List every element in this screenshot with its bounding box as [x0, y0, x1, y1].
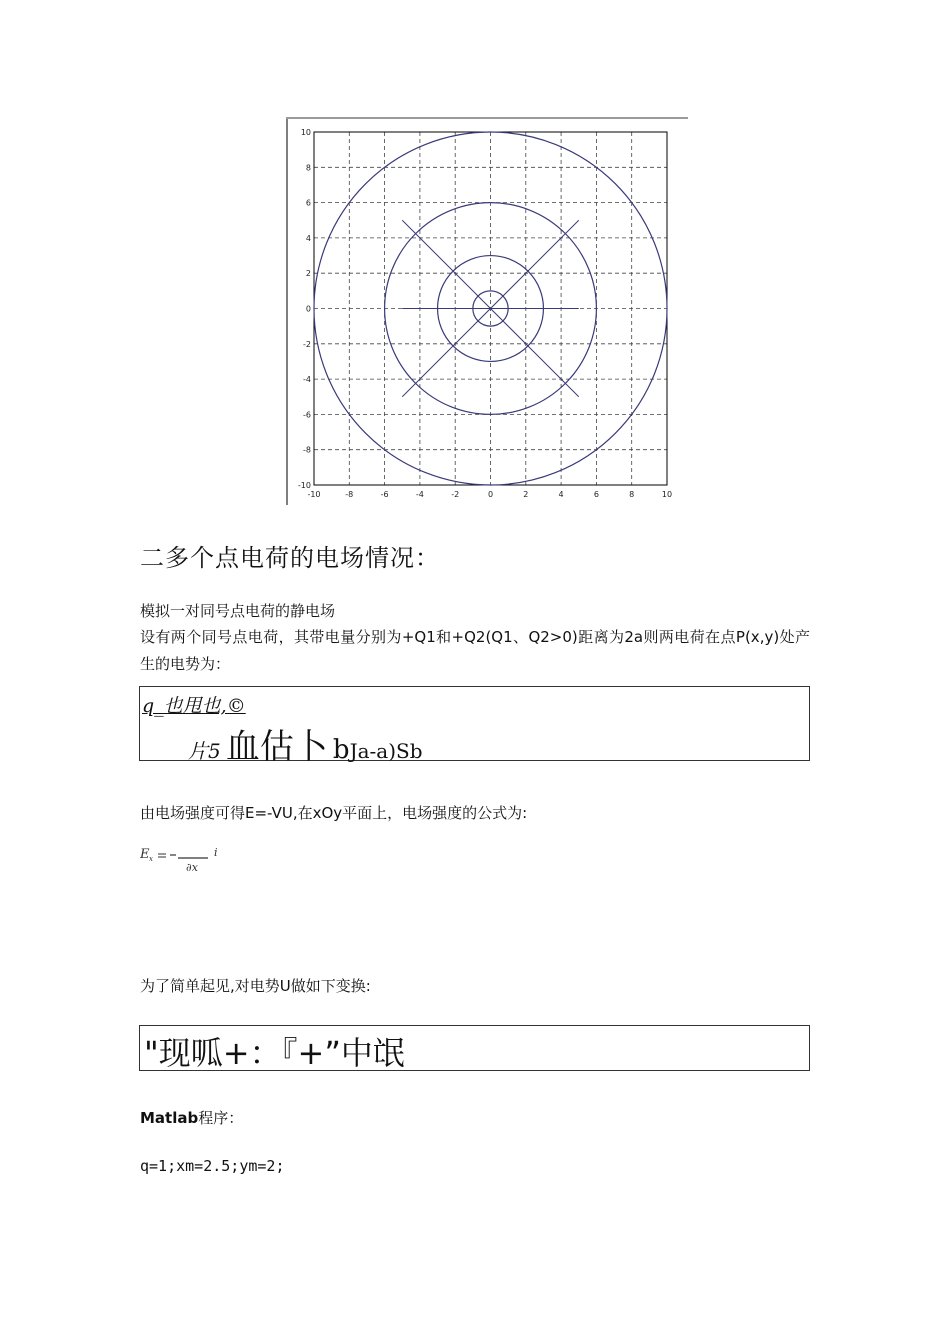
formula-fragment-c: b [332, 735, 350, 765]
formula-line-1: q_也甩也,© [142, 695, 246, 717]
x-tick-label: 8 [629, 490, 635, 499]
field-plot-figure [286, 117, 688, 505]
x-tick-label: 0 [487, 490, 494, 499]
y-tick-label: -4 [303, 375, 311, 385]
matlab-program-label [140, 1107, 243, 1128]
matlab-word: Matlab [140, 1109, 199, 1127]
field-formula-image [140, 842, 220, 874]
paragraph-field-strength: 由电场强度可得E=-VU,在xOy平面上，电场强度的公式为: [140, 804, 528, 822]
y-tick-label: 0 [305, 304, 311, 314]
x-tick-label: -10 [307, 490, 321, 499]
y-tick-label: -10 [297, 481, 311, 490]
formula-unit-i: i [214, 846, 218, 859]
x-tick-label: 10 [661, 490, 673, 499]
transform-formula-box [139, 1025, 810, 1071]
paragraph-potential-setup: 设有两个同号点电荷，其带电量分别为+Q1和+Q2(Q1、Q2>0)距离为2a则两电荷在点P(x,y)处产生的电势为： [140, 628, 810, 673]
y-tick-label: 4 [305, 233, 311, 243]
y-tick-label: 8 [305, 163, 311, 173]
potential-formula-box [139, 686, 810, 767]
figure-frame-top [286, 117, 688, 119]
formula-partial-x: ∂x [186, 861, 198, 874]
y-tick-label: -8 [303, 445, 311, 455]
formula-fragment-d: Ja-a)Sb [349, 739, 423, 763]
formula-subscript-x: x [149, 855, 153, 863]
formula-fragment-a: 片5 [188, 739, 221, 763]
formula-line-2 [188, 719, 423, 768]
formula-fragment-b: 血估卜 [225, 727, 328, 767]
y-tick-label: 2 [305, 269, 311, 279]
x-tick-label: 2 [523, 490, 529, 499]
x-tick-label: 4 [558, 490, 564, 499]
x-tick-label: -6 [380, 490, 389, 499]
y-tick-label: 6 [305, 198, 311, 208]
section-title: 二多个点电荷的电场情况： [140, 544, 440, 572]
x-tick-label: -4 [415, 490, 424, 499]
figure-background [286, 117, 688, 505]
transform-formula-text: "现呱+：『+”中氓 [144, 1034, 405, 1072]
paragraph-transform: 为了简单起见,对电势U做如下变换: [140, 977, 371, 995]
y-tick-label: -2 [303, 339, 311, 349]
y-tick-label: -6 [303, 410, 311, 420]
code-line-1: q=1;xm=2.5;ym=2; [140, 1157, 285, 1175]
figure-frame-left [286, 117, 288, 505]
y-tick-label: 10 [300, 128, 311, 137]
x-tick-label: -2 [451, 490, 460, 499]
x-tick-label: 6 [593, 490, 599, 499]
formula-symbol-e: E [140, 847, 150, 862]
matlab-suffix: 程序： [198, 1109, 244, 1127]
paragraph-same-sign-charges: 模拟一对同号点电荷的静电场 [140, 602, 336, 620]
x-tick-label: -8 [345, 490, 354, 499]
